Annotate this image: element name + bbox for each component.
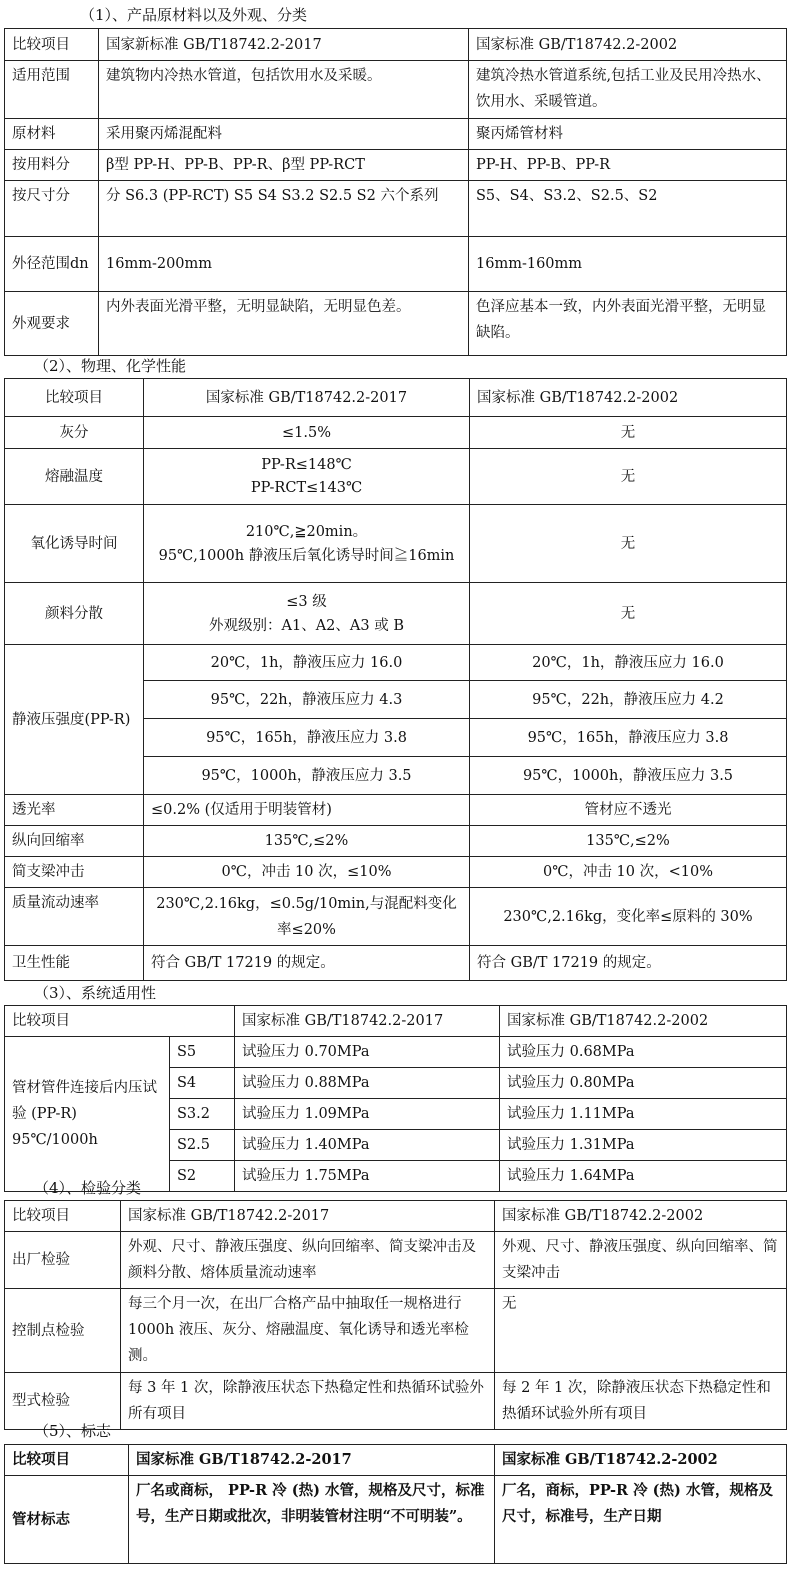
cell-2017: 20℃，1h，静液压应力 16.0: [144, 645, 470, 681]
cell-2017: [144, 505, 470, 583]
cell-2002: 厂名，商标，PP-R 冷 (热) 水管，规格及尺寸，标准号，生产日期: [495, 1476, 787, 1564]
section-5-title: （5）、标志: [34, 1422, 112, 1440]
header-cell: 国家标准 GB/T18742.2-2002: [495, 1201, 787, 1232]
cell-2002: 每 2 年 1 次，除静液压状态下热稳定性和热循环试验外所有项目: [495, 1373, 787, 1430]
cell-2017: 95℃，165h，静液压应力 3.8: [144, 719, 470, 757]
cell-line: ≤3 级: [286, 593, 327, 610]
cell-2017: 厂名或商标， PP-R 冷 (热) 水管，规格及尺寸，标准号，生产日期或批次，非明装管材注明“不可明装”。: [129, 1476, 495, 1564]
cell-2002: 230℃,2.16kg，变化率≤原料的 30%: [470, 888, 787, 946]
header-cell: 国家标准 GB/T18742.2-2017: [121, 1201, 495, 1232]
table-row: [5, 946, 787, 981]
cell-2017: 试验压力 0.70MPa: [235, 1037, 500, 1068]
row-label: 静液压强度(PP-R): [5, 645, 144, 795]
series-cell: S4: [170, 1068, 235, 1099]
cell-2002: 试验压力 1.11MPa: [500, 1099, 787, 1130]
cell-2017: 试验压力 1.09MPa: [235, 1099, 500, 1130]
cell-2002: 建筑冷热水管道系统,包括工业及民用冷热水、饮用水、采暖管道。: [469, 61, 787, 119]
cell-2017: 外观、尺寸、静液压强度、纵向回缩率、简支梁冲击及颜料分散、熔体质量流动速率: [121, 1232, 495, 1289]
table-header-row: [5, 1006, 787, 1037]
cell-2017: 230℃,2.16kg，≤0.5g/10min,与混配料变化率≤20%: [144, 888, 470, 946]
row-label: 氧化诱导时间: [5, 505, 144, 583]
cell-2002: 20℃，1h，静液压应力 16.0: [470, 645, 787, 681]
cell-2002: 色泽应基本一致，内外表面光滑平整，无明显缺陷。: [469, 292, 787, 356]
cell-2002: 95℃，165h，静液压应力 3.8: [470, 719, 787, 757]
table-row: [5, 1289, 787, 1373]
cell-2017: 采用聚丙烯混配料: [99, 119, 469, 150]
table-header-row: [5, 379, 787, 417]
table-row: [5, 150, 787, 181]
cell-2002: 外观、尺寸、静液压强度、纵向回缩率、简支梁冲击: [495, 1232, 787, 1289]
series-cell: S5: [170, 1037, 235, 1068]
row-label: 管材管件连接后内压试验 (PP-R) 95℃/1000h: [5, 1037, 170, 1192]
row-label: 原材料: [5, 119, 99, 150]
cell-2017: 建筑物内冷热水管道，包括饮用水及采暖。: [99, 61, 469, 119]
series-cell: S3.2: [170, 1099, 235, 1130]
table-header-row: [5, 1201, 787, 1232]
row-label: 卫生性能: [5, 946, 144, 981]
row-label: 按尺寸分: [5, 181, 99, 237]
cell-2002: 无: [470, 417, 787, 449]
table-row: [5, 505, 787, 583]
table-row: [5, 1037, 787, 1068]
header-cell: 国家标准 GB/T18742.2-2002: [469, 29, 787, 61]
cell-2017: 95℃，1000h，静液压应力 3.5: [144, 757, 470, 795]
cell-2017: β型 PP-H、PP-B、PP-R、β型 PP-RCT: [99, 150, 469, 181]
cell-2017: 试验压力 1.75MPa: [235, 1161, 500, 1192]
table-row: [5, 1232, 787, 1289]
cell-2002: 无: [495, 1289, 787, 1373]
cell-2017: 符合 GB/T 17219 的规定。: [144, 946, 470, 981]
row-label: 简支梁冲击: [5, 857, 144, 888]
section-4-title: （4）、检验分类: [34, 1179, 142, 1197]
row-label: 灰分: [5, 417, 144, 449]
row-label: 按用料分: [5, 150, 99, 181]
cell-2002: 试验压力 0.68MPa: [500, 1037, 787, 1068]
row-label: 控制点检验: [5, 1289, 121, 1373]
cell-2017: ≤0.2% (仅适用于明装管材): [144, 795, 470, 826]
table-row: [5, 292, 787, 356]
row-label: 纵向回缩率: [5, 826, 144, 857]
cell-2002: 0℃，冲击 10 次，<10%: [470, 857, 787, 888]
table-row: [5, 857, 787, 888]
table-marking: [4, 1444, 787, 1564]
table-row: [5, 645, 787, 681]
cell-line: PP-R≤148℃: [261, 456, 352, 473]
section-2-title: （2）、物理、化学性能: [34, 357, 187, 375]
cell-2002: S5、S4、S3.2、S2.5、S2: [469, 181, 787, 237]
header-cell: 国家标准 GB/T18742.2-2002: [495, 1445, 787, 1476]
table-header-row: [5, 1445, 787, 1476]
cell-2002: 16mm-160mm: [469, 237, 787, 292]
table-row: [5, 1373, 787, 1430]
table-inspection: [4, 1200, 787, 1430]
cell-2002: 无: [470, 583, 787, 645]
table-row: [5, 583, 787, 645]
cell-2002: 试验压力 1.31MPa: [500, 1130, 787, 1161]
header-cell: 国家新标准 GB/T18742.2-2017: [99, 29, 469, 61]
row-label: 颜料分散: [5, 583, 144, 645]
cell-2002: 试验压力 1.64MPa: [500, 1161, 787, 1192]
cell-2017: 每三个月一次，在出厂合格产品中抽取任一规格进行 1000h 液压、灰分、熔融温度、氧化诱导和透光率检测。: [121, 1289, 495, 1373]
cell-2002: 无: [470, 505, 787, 583]
cell-line: 95℃,1000h 静液压后氧化诱导时间≧16min: [158, 547, 455, 564]
cell-2017: 试验压力 1.40MPa: [235, 1130, 500, 1161]
header-cell: 国家标准 GB/T18742.2-2017: [144, 379, 470, 417]
cell-2017: 内外表面光滑平整，无明显缺陷，无明显色差。: [99, 292, 469, 356]
cell-2002: 95℃，1000h，静液压应力 3.5: [470, 757, 787, 795]
row-label: 熔融温度: [5, 449, 144, 505]
row-label: 外径范围dn: [5, 237, 99, 292]
cell-2017: 135℃,≤2%: [144, 826, 470, 857]
header-cell: 比较项目: [5, 1445, 129, 1476]
cell-2002: 符合 GB/T 17219 的规定。: [470, 946, 787, 981]
cell-2017: [144, 583, 470, 645]
cell-2017: ≤1.5%: [144, 417, 470, 449]
cell-2002: 试验压力 0.80MPa: [500, 1068, 787, 1099]
table-row: [5, 826, 787, 857]
header-cell: 国家标准 GB/T18742.2-2017: [235, 1006, 500, 1037]
header-cell: 比较项目: [5, 1201, 121, 1232]
cell-2002: 95℃，22h，静液压应力 4.2: [470, 681, 787, 719]
table-row: [5, 417, 787, 449]
cell-2017: 16mm-200mm: [99, 237, 469, 292]
table-physical-chemical: [4, 378, 787, 981]
cell-line: PP-RCT≤143℃: [250, 479, 363, 496]
row-label: 出厂检验: [5, 1232, 121, 1289]
table-row: [5, 237, 787, 292]
table-row: [5, 1476, 787, 1564]
section-3-title: （3）、系统适用性: [34, 984, 157, 1002]
table-row: [5, 449, 787, 505]
header-cell: 比较项目: [5, 29, 99, 61]
cell-line: 210℃,≧20min。: [245, 523, 368, 540]
cell-2002: 管材应不透光: [470, 795, 787, 826]
series-cell: S2: [170, 1161, 235, 1192]
table-row: [5, 61, 787, 119]
series-cell: S2.5: [170, 1130, 235, 1161]
cell-2017: 95℃，22h，静液压应力 4.3: [144, 681, 470, 719]
table-row: [5, 119, 787, 150]
header-cell: 国家标准 GB/T18742.2-2017: [129, 1445, 495, 1476]
cell-2002: 无: [470, 449, 787, 505]
row-label: 适用范围: [5, 61, 99, 119]
row-label: 外观要求: [5, 292, 99, 356]
cell-2017: 0℃，冲击 10 次，≤10%: [144, 857, 470, 888]
table-system-suitability: [4, 1005, 787, 1192]
cell-2017: 试验压力 0.88MPa: [235, 1068, 500, 1099]
row-label: 质量流动速率: [5, 888, 144, 946]
cell-2002: 聚丙烯管材料: [469, 119, 787, 150]
cell-2002: PP-H、PP-B、PP-R: [469, 150, 787, 181]
header-cell: 国家标准 GB/T18742.2-2002: [500, 1006, 787, 1037]
cell-2002: 135℃,≤2%: [470, 826, 787, 857]
row-label: 型式检验: [5, 1373, 121, 1430]
header-cell: 比较项目: [5, 379, 144, 417]
row-label: 管材标志: [5, 1476, 129, 1564]
row-label: 透光率: [5, 795, 144, 826]
cell-2017: 分 S6.3 (PP-RCT) S5 S4 S3.2 S2.5 S2 六个系列: [99, 181, 469, 237]
header-cell: 比较项目: [5, 1006, 235, 1037]
header-cell: 国家标准 GB/T18742.2-2002: [470, 379, 787, 417]
section-1-title: （1）、产品原材料以及外观、分类: [80, 6, 308, 24]
table-materials: [4, 28, 787, 356]
table-row: [5, 795, 787, 826]
table-row: [5, 181, 787, 237]
table-header-row: [5, 29, 787, 61]
cell-2017: 每 3 年 1 次，除静液压状态下热稳定性和热循环试验外所有项目: [121, 1373, 495, 1430]
cell-line: 外观级别：A1、A2、A3 或 B: [209, 617, 404, 634]
cell-2017: [144, 449, 470, 505]
table-row: [5, 888, 787, 946]
